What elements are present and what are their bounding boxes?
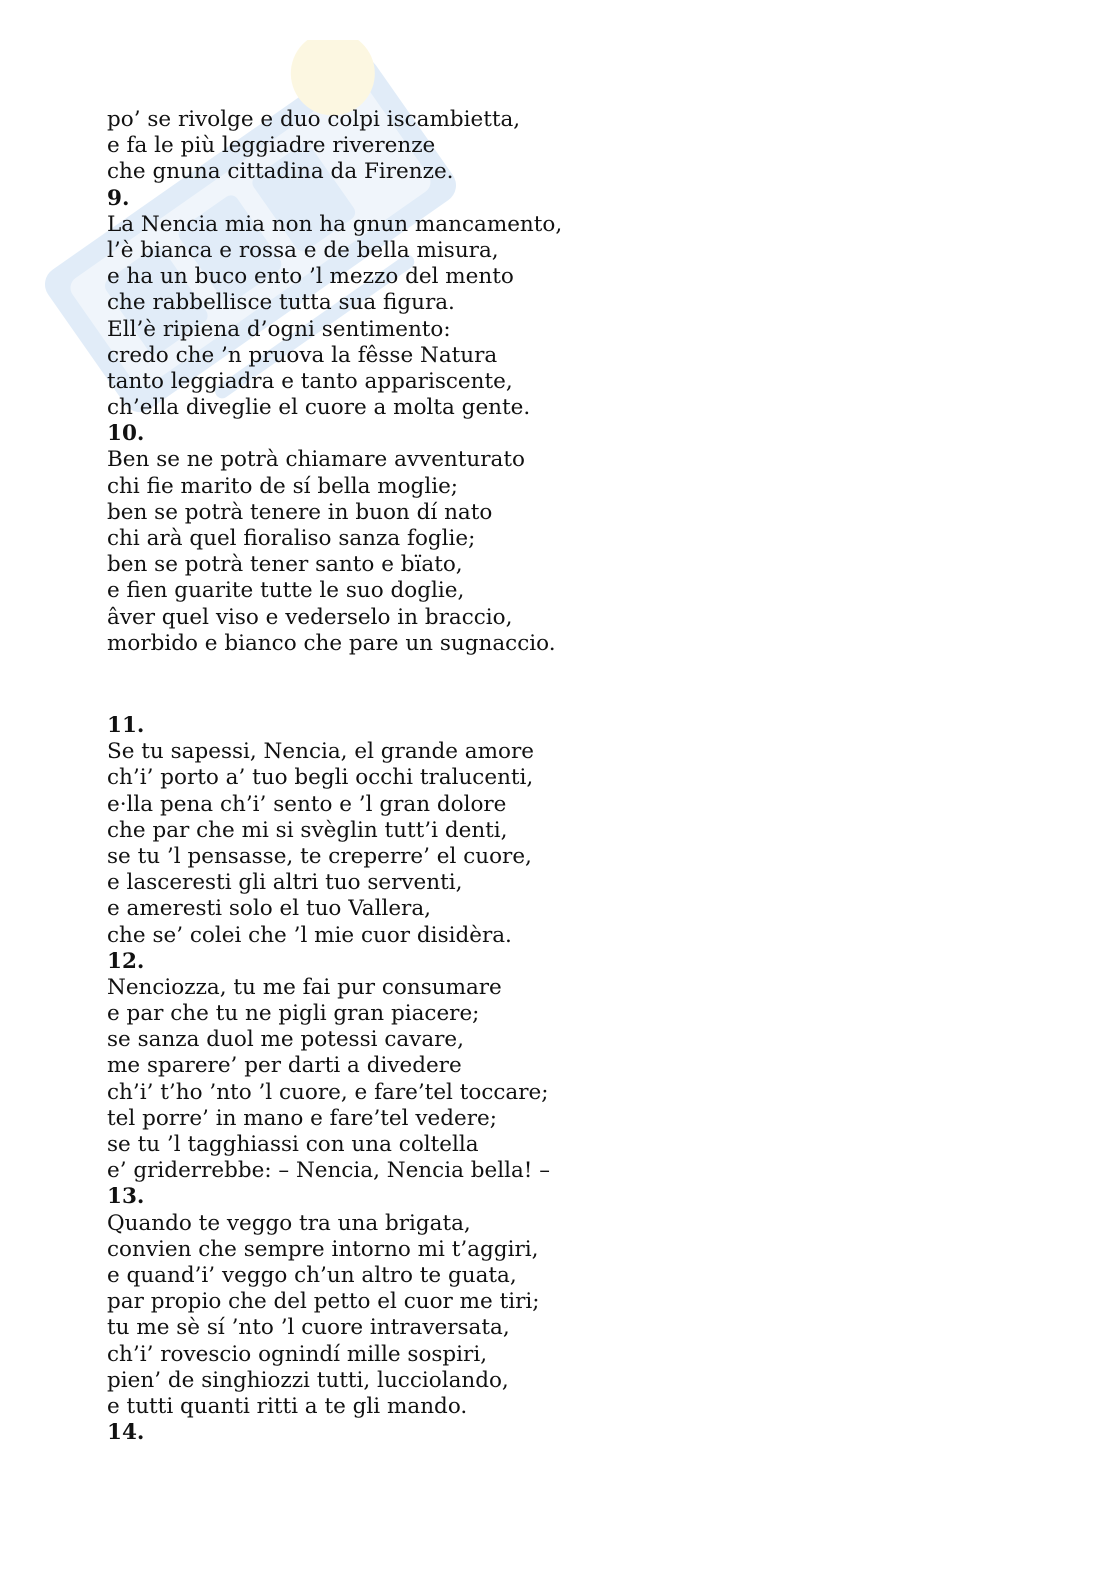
verse-line: Nenciozza, tu me fai pur consumare	[107, 974, 502, 1000]
verse-line: par propio che del petto el cuor me tiri;	[107, 1289, 540, 1315]
stanza-number: 9.	[107, 185, 130, 211]
verse-line: ben se potrà tenere in buon dí nato	[107, 499, 493, 525]
verse-line: ch’i’ t’ho ’nto ’l cuore, e fare’tel toccare;	[107, 1079, 549, 1105]
stanza-number: 12.	[107, 948, 145, 974]
verse-line: Quando te veggo tra una brigata,	[107, 1210, 471, 1236]
verse-line: e fien guarite tutte le suo doglie,	[107, 578, 465, 604]
verse-line: credo che ’n pruova la fêsse Natura	[107, 342, 498, 368]
stanza-number: 13.	[107, 1184, 145, 1210]
verse-line: che gnuna cittadina da Firenze.	[107, 159, 454, 185]
verse-line: che se’ colei che ’l mie cuor disidèra.	[107, 922, 512, 948]
stanza-number: 14.	[107, 1420, 145, 1446]
verse-line: e ameresti solo el tuo Vallera,	[107, 896, 431, 922]
verse-line: ch’i’ rovescio ognindí mille sospiri,	[107, 1341, 488, 1367]
verse-line: e’ griderrebbe: – Nencia, Nencia bella! –	[107, 1158, 551, 1184]
poem-section-stanzas-8-10	[107, 107, 562, 657]
verse-line: che par che mi si svèglin tutt’i denti,	[107, 817, 508, 843]
verse-line: e lasceresti gli altri tuo serventi,	[107, 870, 463, 896]
verse-line: tu me sè sí ’nto ’l cuore intraversata,	[107, 1315, 510, 1341]
verse-line: La Nencia mia non ha gnun mancamento,	[107, 211, 563, 237]
verse-line: e quand’i’ veggo ch’un altro te guata,	[107, 1262, 517, 1288]
verse-line: tel porre’ in mano e fare’tel vedere;	[107, 1105, 497, 1131]
verse-line: po’ se rivolge e duo colpi iscambietta,	[107, 107, 521, 132]
poem-section-stanzas-11-14	[107, 713, 550, 1446]
verse-line: pien’ de singhiozzi tutti, lucciolando,	[107, 1367, 509, 1393]
verse-line: Ell’è ripiena d’ogni sentimento:	[107, 316, 451, 342]
verse-line: se tu ’l tagghiassi con una coltella	[107, 1132, 479, 1157]
verse-line: chi arà quel fioraliso sanza foglie;	[107, 526, 476, 551]
verse-line: me sparere’ per darti a divedere	[107, 1053, 462, 1079]
stanza-number: 11.	[107, 713, 145, 738]
verse-line: ch’ella diveglie el cuore a molta gente.	[107, 395, 531, 421]
stanza-number: 10.	[107, 421, 145, 447]
verse-line: ch’i’ porto a’ tuo begli occhi tralucenti,	[107, 765, 534, 791]
verse-line: chi fie marito de sí bella moglie;	[107, 473, 459, 499]
verse-line: e tutti quanti ritti a te gli mando.	[107, 1393, 468, 1419]
verse-line: âver quel viso e vederselo in braccio,	[107, 604, 513, 630]
verse-line: e par che tu ne pigli gran piacere;	[107, 1001, 480, 1027]
verse-line: ben se potrà tener santo e bïato,	[107, 552, 463, 578]
verse-line: morbido e bianco che pare un sugnaccio.	[107, 630, 556, 656]
verse-line: e ha un buco ento ’l mezzo del mento	[107, 264, 514, 290]
verse-line: e fa le più leggiadre riverenze	[107, 133, 436, 159]
verse-line: Ben se ne potrà chiamare avventurato	[107, 447, 525, 473]
verse-line: l’è bianca e rossa e de bella misura,	[107, 237, 499, 263]
verse-line: se sanza duol me potessi cavare,	[107, 1027, 464, 1053]
verse-line: e·lla pena ch’i’ sento e ’l gran dolore	[107, 791, 507, 817]
verse-line: convien che sempre intorno mi t’aggiri,	[107, 1236, 539, 1262]
verse-line: tanto leggiadra e tanto appariscente,	[107, 368, 513, 394]
verse-line: che rabbellisce tutta sua figura.	[107, 290, 455, 316]
verse-line: Se tu sapessi, Nencia, el grande amore	[107, 739, 534, 765]
verse-line: se tu ’l pensasse, te creperre’ el cuore,	[107, 843, 532, 869]
